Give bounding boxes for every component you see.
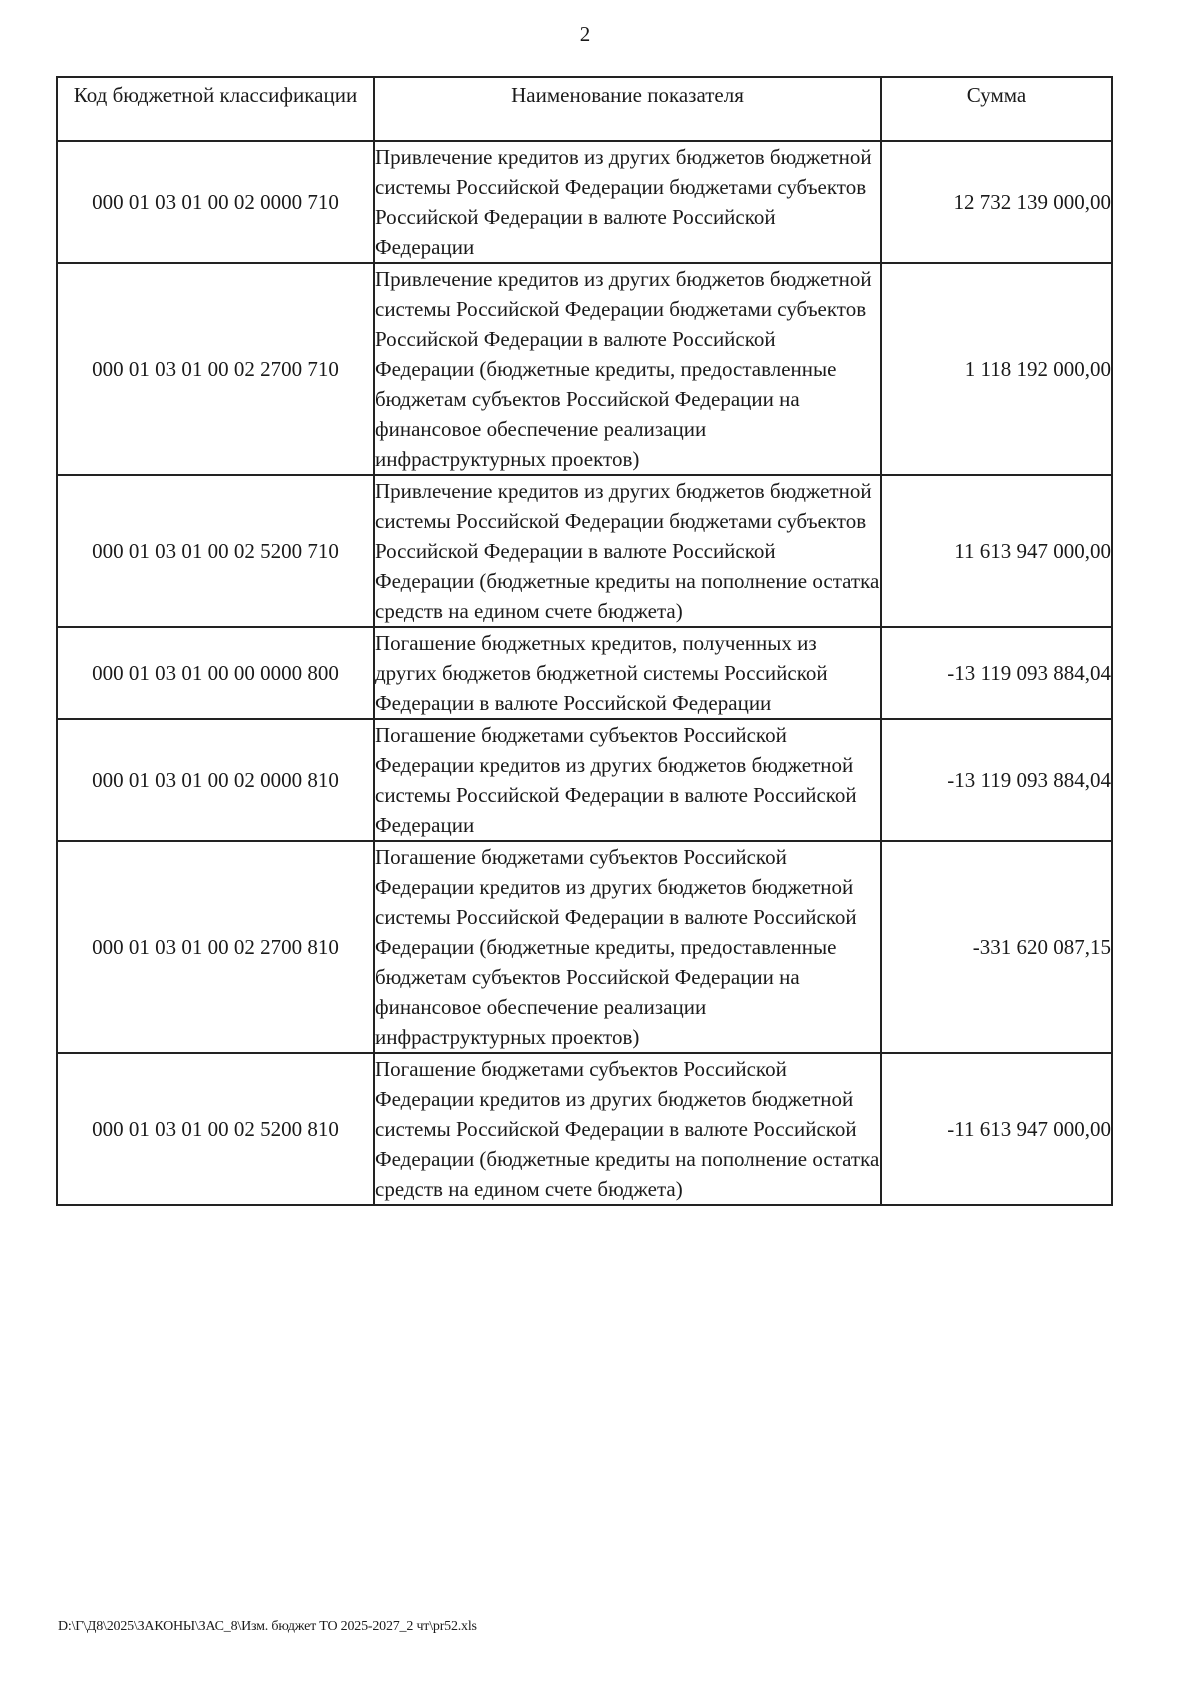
row-code: 000 01 03 01 00 02 2700 810 — [57, 841, 374, 1053]
table-row — [57, 475, 1112, 627]
row-sum: -13 119 093 884,04 — [881, 719, 1112, 841]
table-row — [57, 719, 1112, 841]
table-row — [57, 141, 1112, 263]
row-code: 000 01 03 01 00 02 0000 710 — [57, 141, 374, 263]
row-code: 000 01 03 01 00 02 2700 710 — [57, 263, 374, 475]
row-sum: 1 118 192 000,00 — [881, 263, 1112, 475]
table-row — [57, 841, 1112, 1053]
row-name: Привлечение кредитов из других бюджетов бюджетной системы Российской Федерации бюджетами субъектов Российской Федерации в валюте Российской Федерации — [374, 141, 881, 263]
table-row — [57, 263, 1112, 475]
row-sum: -11 613 947 000,00 — [881, 1053, 1112, 1205]
table-row — [57, 627, 1112, 719]
row-name: Погашение бюджетами субъектов Российской Федерации кредитов из других бюджетов бюджетной системы Российской Федерации в валюте Российской Федерации (бюджетные кредиты, предоставленные бюджетам субъектов Российской Федерации на финансовое обеспечение реализации инфраструктурных проектов) — [374, 841, 881, 1053]
row-code: 000 01 03 01 00 00 0000 800 — [57, 627, 374, 719]
row-name: Привлечение кредитов из других бюджетов бюджетной системы Российской Федерации бюджетами субъектов Российской Федерации в валюте Российской Федерации (бюджетные кредиты на пополнение остатка средств на едином счете бюджета) — [374, 475, 881, 627]
row-code: 000 01 03 01 00 02 5200 810 — [57, 1053, 374, 1205]
row-sum: 12 732 139 000,00 — [881, 141, 1112, 263]
row-name: Погашение бюджетами субъектов Российской Федерации кредитов из других бюджетов бюджетной системы Российской Федерации в валюте Российской Федерации — [374, 719, 881, 841]
header-code: Код бюджетной классификации — [57, 77, 374, 141]
row-code: 000 01 03 01 00 02 5200 710 — [57, 475, 374, 627]
row-sum: -331 620 087,15 — [881, 841, 1112, 1053]
table-header-row — [57, 77, 1112, 141]
page-number: 2 — [579, 22, 591, 46]
row-name: Погашение бюджетами субъектов Российской Федерации кредитов из других бюджетов бюджетной системы Российской Федерации в валюте Российской Федерации (бюджетные кредиты на пополнение остатка средств на едином счете бюджета) — [374, 1053, 881, 1205]
header-name: Наименование показателя — [374, 77, 881, 141]
row-name: Погашение бюджетных кредитов, полученных из других бюджетов бюджетной системы Российской Федерации в валюте Российской Федерации — [374, 627, 881, 719]
file-path-footer: D:\Г\Д8\2025\ЗАКОНЫ\ЗАС_8\Изм. бюджет ТО 2025-2027_2 чт\pr52.xls — [58, 1619, 477, 1634]
row-sum: -13 119 093 884,04 — [881, 627, 1112, 719]
row-sum: 11 613 947 000,00 — [881, 475, 1112, 627]
header-sum: Сумма — [881, 77, 1112, 141]
row-name: Привлечение кредитов из других бюджетов бюджетной системы Российской Федерации бюджетами субъектов Российской Федерации в валюте Российской Федерации (бюджетные кредиты, предоставленные бюджетам субъектов Российской Федерации на финансовое обеспечение реализации инфраструктурных проектов) — [374, 263, 881, 475]
table-row — [57, 1053, 1112, 1205]
budget-table — [56, 76, 1113, 1206]
row-code: 000 01 03 01 00 02 0000 810 — [57, 719, 374, 841]
